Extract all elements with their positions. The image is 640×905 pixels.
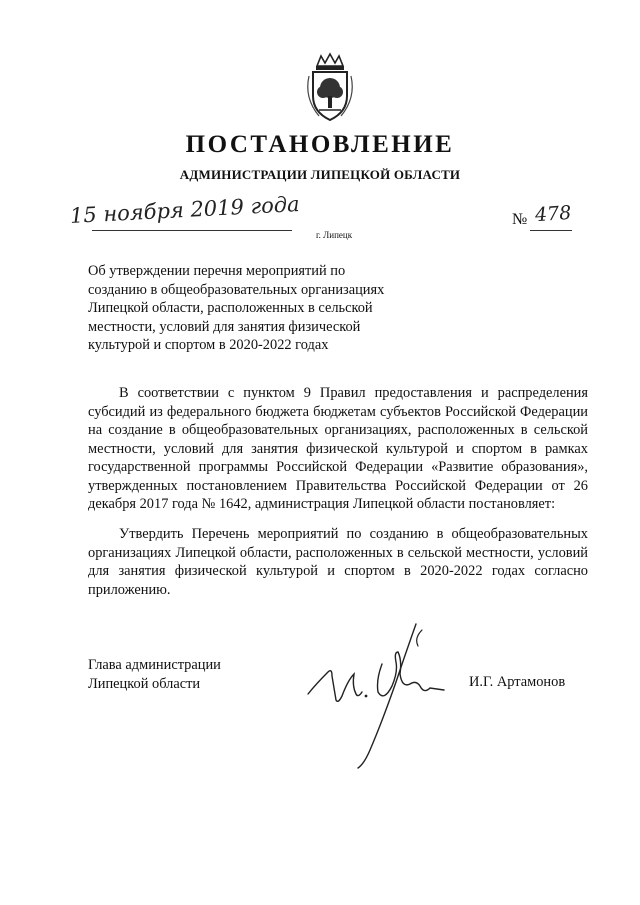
handwritten-signature	[298, 622, 448, 777]
signatory-name: И.Г. Артамонов	[469, 674, 566, 690]
document-issuer: АДМИНИСТРАЦИИ ЛИПЕЦКОЙ ОБЛАСТИ	[179, 167, 461, 182]
document-subject	[88, 262, 418, 355]
subject-line: культурой и спортом в 2020-2022 годах	[88, 337, 329, 353]
document-date: 15 ноября 2019 года	[69, 191, 301, 228]
body-paragraph-1: В соответствии с пунктом 9 Правил предоставления и распределения субсидий из федерального бюджета бюджетам субъектов Российской Федерации на создание в общеобразовательных организациях, расположенных в сельской местности, условий для занятия физической культурой и спортом в рамках государственной программы Российской Федерации «Развитие образования», утвержденных постановлением Правительства Российской Федерации от 26 декабря 2017 года № 1642, администрация Липецкой области постановляет:	[88, 385, 588, 512]
document-number: 478	[534, 201, 572, 227]
date-underline	[92, 230, 292, 231]
subject-line: местности, условий для занятия физической	[88, 318, 361, 335]
signatory-position-line: Глава администрации	[88, 657, 221, 673]
number-underline	[530, 230, 572, 231]
coat-of-arms-icon	[301, 52, 359, 124]
document-city: г. Липецк	[316, 230, 353, 240]
document-title: ПОСТАНОВЛЕНИЕ	[185, 131, 455, 158]
signatory-position-line: Липецкой области	[88, 675, 201, 692]
body-paragraph-2: Утвердить Перечень мероприятий по созданию в общеобразовательных организациях Липецкой области, расположенных в сельской местности, условий для занятия физической культурой и спортом в 2020-2022 годах согласно приложению.	[88, 526, 588, 598]
subject-line: Об утверждении перечня мероприятий по	[88, 263, 346, 279]
number-label: №	[512, 211, 528, 228]
subject-line: созданию в общеобразовательных организациях	[88, 281, 385, 298]
subject-line: Липецкой области, расположенных в сельской	[88, 300, 373, 316]
signatory-position	[88, 656, 221, 693]
